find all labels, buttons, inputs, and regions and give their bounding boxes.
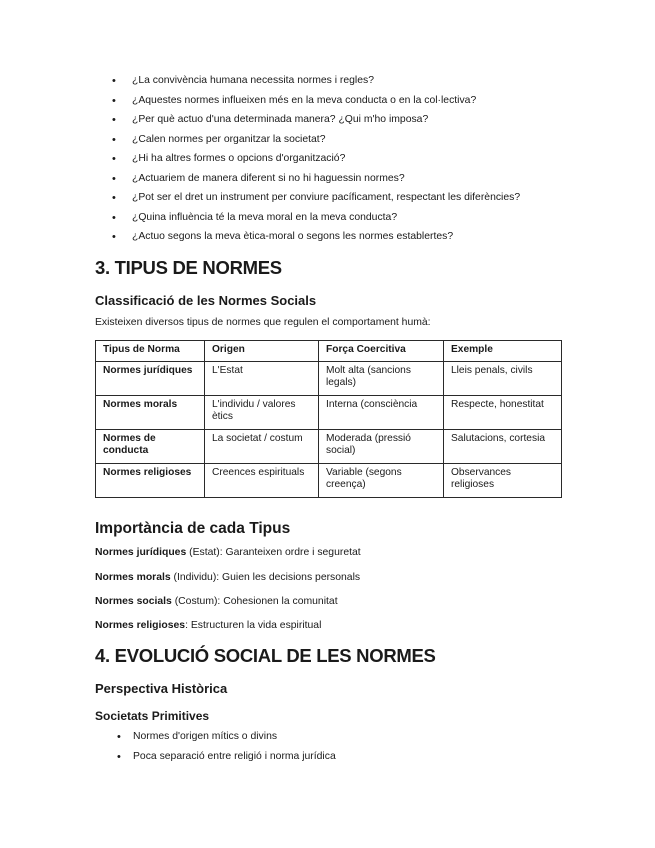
list-item: • ¿Calen normes per organitzar la societat? bbox=[112, 134, 632, 154]
question-list bbox=[112, 75, 632, 251]
list-item: • ¿Quina influència té la meva moral en la meva conducta? bbox=[112, 212, 632, 232]
list-item: • ¿Actuo segons la meva ètica-moral o segons les normes establertes? bbox=[112, 231, 632, 251]
importance-item bbox=[95, 596, 338, 607]
table-row bbox=[96, 362, 562, 396]
table-header-cell: Tipus de Norma bbox=[96, 341, 205, 362]
list-item: • ¿La convivència humana necessita normes i regles? bbox=[112, 75, 632, 95]
table-cell: Lleis penals, civils bbox=[444, 362, 562, 396]
table-cell: Interna (consciència bbox=[319, 396, 444, 430]
table-header-cell: Origen bbox=[205, 341, 319, 362]
importance-item bbox=[95, 620, 321, 631]
importance-term: Normes religioses bbox=[95, 620, 186, 631]
section-4-heading: 4. EVOLUCIÓ SOCIAL DE LES NORMES bbox=[95, 645, 436, 666]
list-item: • ¿Per què actuo d'una determinada manera? ¿Qui m'ho imposa? bbox=[112, 114, 632, 134]
importance-term: Normes socials bbox=[95, 596, 172, 607]
list-item: • Normes d'origen mítics o divins bbox=[117, 731, 617, 751]
table-cell: Molt alta (sancions legals) bbox=[319, 362, 444, 396]
table-row bbox=[96, 464, 562, 498]
historical-heading: Perspectiva Històrica bbox=[95, 681, 228, 696]
classification-heading: Classificació de les Normes Socials bbox=[95, 293, 317, 308]
importance-desc: (Estat): Garanteixen ordre i seguretat bbox=[186, 547, 361, 558]
importance-item bbox=[95, 547, 361, 558]
table-cell: L'individu / valores ètics bbox=[205, 396, 319, 430]
table-cell: Normes religioses bbox=[96, 464, 205, 498]
list-item: • ¿Actuariem de manera diferent si no hi haguessin normes? bbox=[112, 173, 632, 193]
table-cell: Salutacions, cortesia bbox=[444, 430, 562, 464]
table-cell: Moderada (pressió social) bbox=[319, 430, 444, 464]
table-cell: Creences espirituals bbox=[205, 464, 319, 498]
importance-term: Normes morals bbox=[95, 572, 171, 583]
table-row bbox=[96, 430, 562, 464]
table-cell: La societat / costum bbox=[205, 430, 319, 464]
importance-desc: (Individu): Guien les decisions personals bbox=[170, 572, 361, 583]
table-row bbox=[96, 396, 562, 430]
table-cell: Normes morals bbox=[96, 396, 205, 430]
table-cell: Normes de conducta bbox=[96, 430, 205, 464]
intro-text: Existeixen diversos tipus de normes que regulen el comportament humà: bbox=[95, 317, 431, 328]
importance-heading: Importància de cada Tipus bbox=[95, 520, 291, 537]
table-cell: L'Estat bbox=[205, 362, 319, 396]
importance-term: Normes jurídiques bbox=[95, 547, 187, 558]
table-cell: Respecte, honestitat bbox=[444, 396, 562, 430]
table-header-cell: Força Coercitiva bbox=[319, 341, 444, 362]
norms-table bbox=[95, 340, 562, 498]
list-item: • ¿Pot ser el dret un instrument per conviure pacíficament, respectant les diferències? bbox=[112, 192, 632, 212]
importance-desc: : Estructuren la vida espiritual bbox=[185, 620, 322, 631]
list-item: • ¿Aquestes normes influeixen més en la meva conducta o en la col·lectiva? bbox=[112, 95, 632, 115]
table-header-cell: Exemple bbox=[444, 341, 562, 362]
importance-item bbox=[95, 572, 360, 583]
primitive-list bbox=[117, 731, 617, 771]
list-item: • Poca separació entre religió i norma jurídica bbox=[117, 751, 617, 771]
table-cell: Variable (segons creença) bbox=[319, 464, 444, 498]
primitive-heading: Societats Primitives bbox=[95, 709, 210, 723]
importance-desc: (Costum): Cohesionen la comunitat bbox=[171, 596, 338, 607]
list-item: • ¿Hi ha altres formes o opcions d'organització? bbox=[112, 153, 632, 173]
table-header-row bbox=[96, 341, 562, 362]
section-3-heading: 3. TIPUS DE NORMES bbox=[95, 257, 282, 278]
table-cell: Observances religioses bbox=[444, 464, 562, 498]
table-cell: Normes jurídiques bbox=[96, 362, 205, 396]
